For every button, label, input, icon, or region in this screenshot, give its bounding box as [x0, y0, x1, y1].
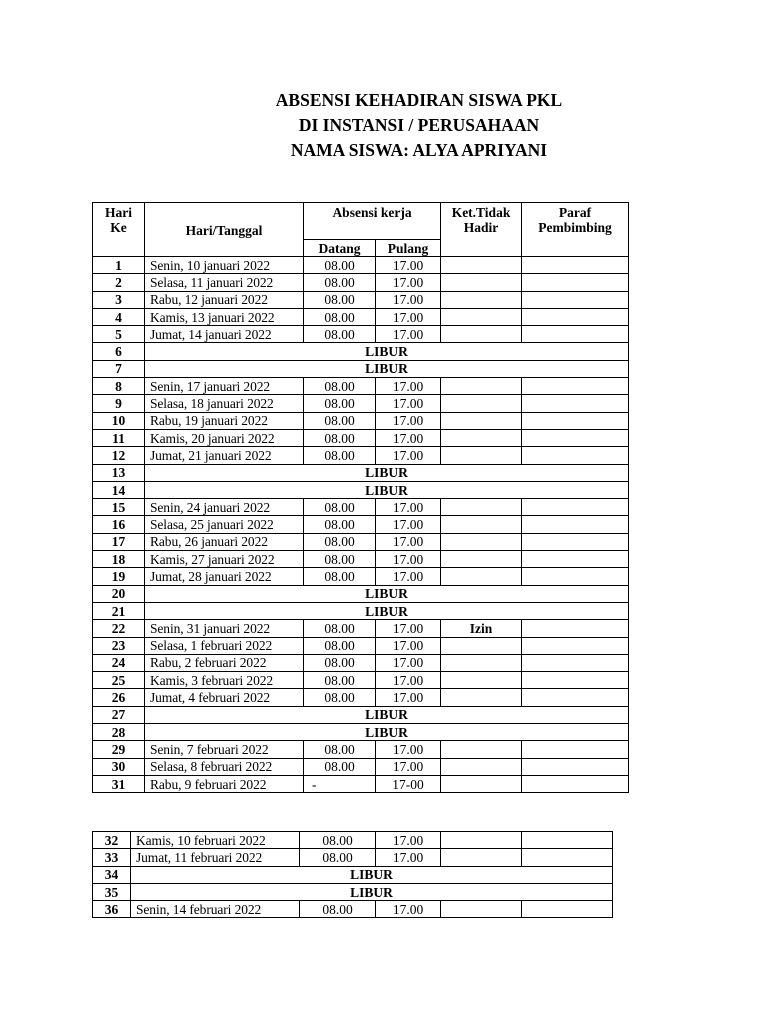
paraf-cell	[522, 832, 613, 849]
libur-cell: LIBUR	[145, 602, 629, 619]
libur-cell: LIBUR	[145, 481, 629, 498]
paraf-cell	[522, 758, 629, 775]
pulang-cell: 17.00	[376, 832, 441, 849]
table-row	[93, 866, 613, 883]
header-paraf-line1: Paraf	[558, 205, 592, 220]
pulang-cell: 17.00	[376, 620, 441, 637]
pulang-cell: 17.00	[376, 568, 441, 585]
table-row	[93, 620, 629, 637]
paraf-cell	[522, 551, 629, 568]
attendance-table-continued	[92, 831, 613, 918]
datang-cell: 08.00	[304, 291, 376, 308]
date-cell: Rabu, 26 januari 2022	[145, 533, 304, 550]
row-number: 33	[93, 849, 131, 866]
paraf-cell	[522, 654, 629, 671]
ket-cell	[441, 499, 522, 516]
table-row	[93, 257, 629, 274]
date-cell: Senin, 31 januari 2022	[145, 620, 304, 637]
row-number: 34	[93, 866, 131, 883]
header-ket-line2: Hadir	[463, 220, 499, 235]
paraf-cell	[522, 499, 629, 516]
paraf-cell	[522, 689, 629, 706]
date-cell: Senin, 7 februari 2022	[145, 741, 304, 758]
paraf-cell	[522, 429, 629, 446]
ket-cell	[441, 533, 522, 550]
table-row	[93, 741, 629, 758]
ket-cell	[441, 447, 522, 464]
pulang-cell: 17.00	[376, 412, 441, 429]
date-cell: Kamis, 3 februari 2022	[145, 672, 304, 689]
row-number: 29	[93, 741, 145, 758]
date-cell: Jumat, 14 januari 2022	[145, 326, 304, 343]
ket-cell	[441, 395, 522, 412]
datang-cell: 08.00	[304, 378, 376, 395]
libur-cell: LIBUR	[145, 706, 629, 723]
datang-cell: 08.00	[300, 849, 376, 866]
pulang-cell: 17.00	[376, 758, 441, 775]
header-absensi-kerja: Absensi kerja	[304, 203, 441, 240]
table-row	[93, 343, 629, 360]
row-number: 23	[93, 637, 145, 654]
table-row	[93, 672, 629, 689]
header-paraf-pembimbing	[522, 203, 629, 257]
paraf-cell	[522, 849, 613, 866]
date-cell: Jumat, 4 februari 2022	[145, 689, 304, 706]
datang-cell: 08.00	[304, 620, 376, 637]
row-number: 27	[93, 706, 145, 723]
ket-cell	[441, 689, 522, 706]
libur-cell: LIBUR	[145, 724, 629, 741]
pulang-cell: 17.00	[376, 429, 441, 446]
table-row	[93, 516, 629, 533]
date-cell: Jumat, 21 januari 2022	[145, 447, 304, 464]
date-cell: Kamis, 27 januari 2022	[145, 551, 304, 568]
paraf-cell	[522, 291, 629, 308]
table-row	[93, 412, 629, 429]
paraf-cell	[522, 533, 629, 550]
date-cell: Rabu, 2 februari 2022	[145, 654, 304, 671]
table-row	[93, 395, 629, 412]
datang-cell: 08.00	[304, 395, 376, 412]
date-cell: Selasa, 1 februari 2022	[145, 637, 304, 654]
ket-cell	[441, 257, 522, 274]
datang-cell: 08.00	[304, 429, 376, 446]
ket-cell: Izin	[441, 620, 522, 637]
ket-cell	[441, 412, 522, 429]
ket-cell	[441, 758, 522, 775]
table-row	[93, 326, 629, 343]
header-hari-tanggal: Hari/Tanggal	[145, 203, 304, 257]
date-cell: Selasa, 11 januari 2022	[145, 274, 304, 291]
libur-cell: LIBUR	[145, 360, 629, 377]
datang-cell: 08.00	[304, 257, 376, 274]
pulang-cell: 17.00	[376, 551, 441, 568]
date-cell: Kamis, 10 februari 2022	[131, 832, 300, 849]
ket-cell	[441, 832, 522, 849]
row-number: 1	[93, 257, 145, 274]
row-number: 8	[93, 378, 145, 395]
pulang-cell: 17.00	[376, 326, 441, 343]
ket-cell	[441, 429, 522, 446]
table-row	[93, 689, 629, 706]
pulang-cell: 17.00	[376, 291, 441, 308]
paraf-cell	[522, 257, 629, 274]
row-number: 26	[93, 689, 145, 706]
pulang-cell: 17.00	[376, 257, 441, 274]
ket-cell	[441, 654, 522, 671]
pulang-cell: 17.00	[376, 274, 441, 291]
table-row	[93, 533, 629, 550]
row-number: 25	[93, 672, 145, 689]
table-row	[93, 654, 629, 671]
header-pulang: Pulang	[376, 240, 441, 257]
ket-cell	[441, 326, 522, 343]
ket-cell	[441, 901, 522, 918]
pulang-cell: 17.00	[376, 447, 441, 464]
table-row	[93, 499, 629, 516]
ket-cell	[441, 741, 522, 758]
table-row	[93, 360, 629, 377]
paraf-cell	[522, 516, 629, 533]
row-number: 14	[93, 481, 145, 498]
header-paraf-line2: Pembimbing	[538, 220, 612, 235]
date-cell: Senin, 17 januari 2022	[145, 378, 304, 395]
paraf-cell	[522, 620, 629, 637]
table-row	[93, 883, 613, 900]
row-number: 6	[93, 343, 145, 360]
table-row	[93, 901, 613, 918]
date-cell: Rabu, 12 januari 2022	[145, 291, 304, 308]
ket-cell	[441, 516, 522, 533]
pulang-cell: 17.00	[376, 741, 441, 758]
ket-cell	[441, 378, 522, 395]
paraf-cell	[522, 378, 629, 395]
row-number: 28	[93, 724, 145, 741]
row-number: 32	[93, 832, 131, 849]
paraf-cell	[522, 395, 629, 412]
table-row	[93, 602, 629, 619]
pulang-cell: 17.00	[376, 533, 441, 550]
date-cell: Jumat, 28 januari 2022	[145, 568, 304, 585]
datang-cell: 08.00	[304, 672, 376, 689]
table-row	[93, 464, 629, 481]
paraf-cell	[522, 901, 613, 918]
datang-cell: 08.00	[304, 326, 376, 343]
datang-cell: 08.00	[304, 533, 376, 550]
row-number: 12	[93, 447, 145, 464]
row-number: 18	[93, 551, 145, 568]
table-row	[93, 585, 629, 602]
date-cell: Selasa, 8 februari 2022	[145, 758, 304, 775]
datang-cell: 08.00	[300, 832, 376, 849]
datang-cell: 08.00	[304, 551, 376, 568]
datang-cell: 08.00	[304, 689, 376, 706]
datang-cell: 08.00	[304, 308, 376, 325]
row-number: 9	[93, 395, 145, 412]
datang-cell: 08.00	[304, 447, 376, 464]
table-row	[93, 274, 629, 291]
header-hari-ke-line2: Ke	[110, 220, 127, 235]
pulang-cell: 17.00	[376, 637, 441, 654]
date-cell: Senin, 14 februari 2022	[131, 901, 300, 918]
paraf-cell	[522, 637, 629, 654]
row-number: 3	[93, 291, 145, 308]
row-number: 5	[93, 326, 145, 343]
paraf-cell	[522, 308, 629, 325]
datang-cell: 08.00	[304, 654, 376, 671]
table-row	[93, 724, 629, 741]
row-number: 36	[93, 901, 131, 918]
pulang-cell: 17.00	[376, 689, 441, 706]
date-cell: Selasa, 18 januari 2022	[145, 395, 304, 412]
row-number: 30	[93, 758, 145, 775]
row-number: 10	[93, 412, 145, 429]
pulang-cell: 17.00	[376, 849, 441, 866]
paraf-cell	[522, 326, 629, 343]
ket-cell	[441, 308, 522, 325]
title-line-3: NAMA SISWA: ALYA APRIYANI	[290, 140, 548, 160]
table-row	[93, 429, 629, 446]
pulang-cell: 17.00	[376, 654, 441, 671]
row-number: 31	[93, 775, 145, 792]
datang-cell: 08.00	[304, 499, 376, 516]
row-number: 35	[93, 883, 131, 900]
header-ket-tidak-hadir	[441, 203, 522, 257]
ket-cell	[441, 274, 522, 291]
table-row	[93, 706, 629, 723]
pulang-cell: 17.00	[376, 672, 441, 689]
datang-cell: -	[304, 775, 376, 792]
libur-cell: LIBUR	[131, 866, 613, 883]
header-datang: Datang	[304, 240, 376, 257]
datang-cell: 08.00	[304, 568, 376, 585]
date-cell: Senin, 10 januari 2022	[145, 257, 304, 274]
row-number: 21	[93, 602, 145, 619]
paraf-cell	[522, 412, 629, 429]
ket-cell	[441, 291, 522, 308]
paraf-cell	[522, 447, 629, 464]
pulang-cell: 17.00	[376, 395, 441, 412]
paraf-cell	[522, 274, 629, 291]
row-number: 2	[93, 274, 145, 291]
table-row	[93, 832, 613, 849]
datang-cell: 08.00	[304, 412, 376, 429]
row-number: 22	[93, 620, 145, 637]
date-cell: Rabu, 9 februari 2022	[145, 775, 304, 792]
row-number: 20	[93, 585, 145, 602]
title-line-2: DI INSTANSI / PERUSAHAAN	[298, 115, 540, 135]
paraf-cell	[522, 775, 629, 792]
pulang-cell: 17-00	[376, 775, 441, 792]
date-cell: Jumat, 11 februari 2022	[131, 849, 300, 866]
libur-cell: LIBUR	[145, 585, 629, 602]
pulang-cell: 17.00	[376, 901, 441, 918]
table-row	[93, 551, 629, 568]
ket-cell	[441, 672, 522, 689]
date-cell: Kamis, 13 januari 2022	[145, 308, 304, 325]
row-number: 7	[93, 360, 145, 377]
table-row	[93, 447, 629, 464]
paraf-cell	[522, 568, 629, 585]
pulang-cell: 17.00	[376, 378, 441, 395]
datang-cell: 08.00	[304, 741, 376, 758]
datang-cell: 08.00	[304, 274, 376, 291]
pulang-cell: 17.00	[376, 516, 441, 533]
libur-cell: LIBUR	[145, 464, 629, 481]
table-row	[93, 758, 629, 775]
datang-cell: 08.00	[304, 516, 376, 533]
table-row	[93, 849, 613, 866]
attendance-table	[92, 202, 629, 793]
header-ket-line1: Ket.Tidak	[451, 205, 511, 220]
row-number: 19	[93, 568, 145, 585]
datang-cell: 08.00	[300, 901, 376, 918]
header-hari-ke-line1: Hari	[105, 205, 132, 220]
header-hari-ke	[93, 203, 145, 257]
table-row	[93, 291, 629, 308]
datang-cell: 08.00	[304, 637, 376, 654]
table-row	[93, 568, 629, 585]
ket-cell	[441, 568, 522, 585]
paraf-cell	[522, 672, 629, 689]
row-number: 17	[93, 533, 145, 550]
document-title	[0, 88, 768, 163]
pulang-cell: 17.00	[376, 499, 441, 516]
table-row	[93, 481, 629, 498]
date-cell: Rabu, 19 januari 2022	[145, 412, 304, 429]
ket-cell	[441, 775, 522, 792]
table-row	[93, 308, 629, 325]
row-number: 11	[93, 429, 145, 446]
row-number: 4	[93, 308, 145, 325]
table-row	[93, 637, 629, 654]
datang-cell: 08.00	[304, 758, 376, 775]
date-cell: Senin, 24 januari 2022	[145, 499, 304, 516]
pulang-cell: 17.00	[376, 308, 441, 325]
row-number: 24	[93, 654, 145, 671]
date-cell: Selasa, 25 januari 2022	[145, 516, 304, 533]
ket-cell	[441, 849, 522, 866]
paraf-cell	[522, 741, 629, 758]
row-number: 13	[93, 464, 145, 481]
row-number: 15	[93, 499, 145, 516]
table-row	[93, 378, 629, 395]
date-cell: Kamis, 20 januari 2022	[145, 429, 304, 446]
table-row	[93, 775, 629, 792]
ket-cell	[441, 551, 522, 568]
libur-cell: LIBUR	[131, 883, 613, 900]
libur-cell: LIBUR	[145, 343, 629, 360]
row-number: 16	[93, 516, 145, 533]
title-line-1: ABSENSI KEHADIRAN SISWA PKL	[275, 90, 563, 110]
ket-cell	[441, 637, 522, 654]
